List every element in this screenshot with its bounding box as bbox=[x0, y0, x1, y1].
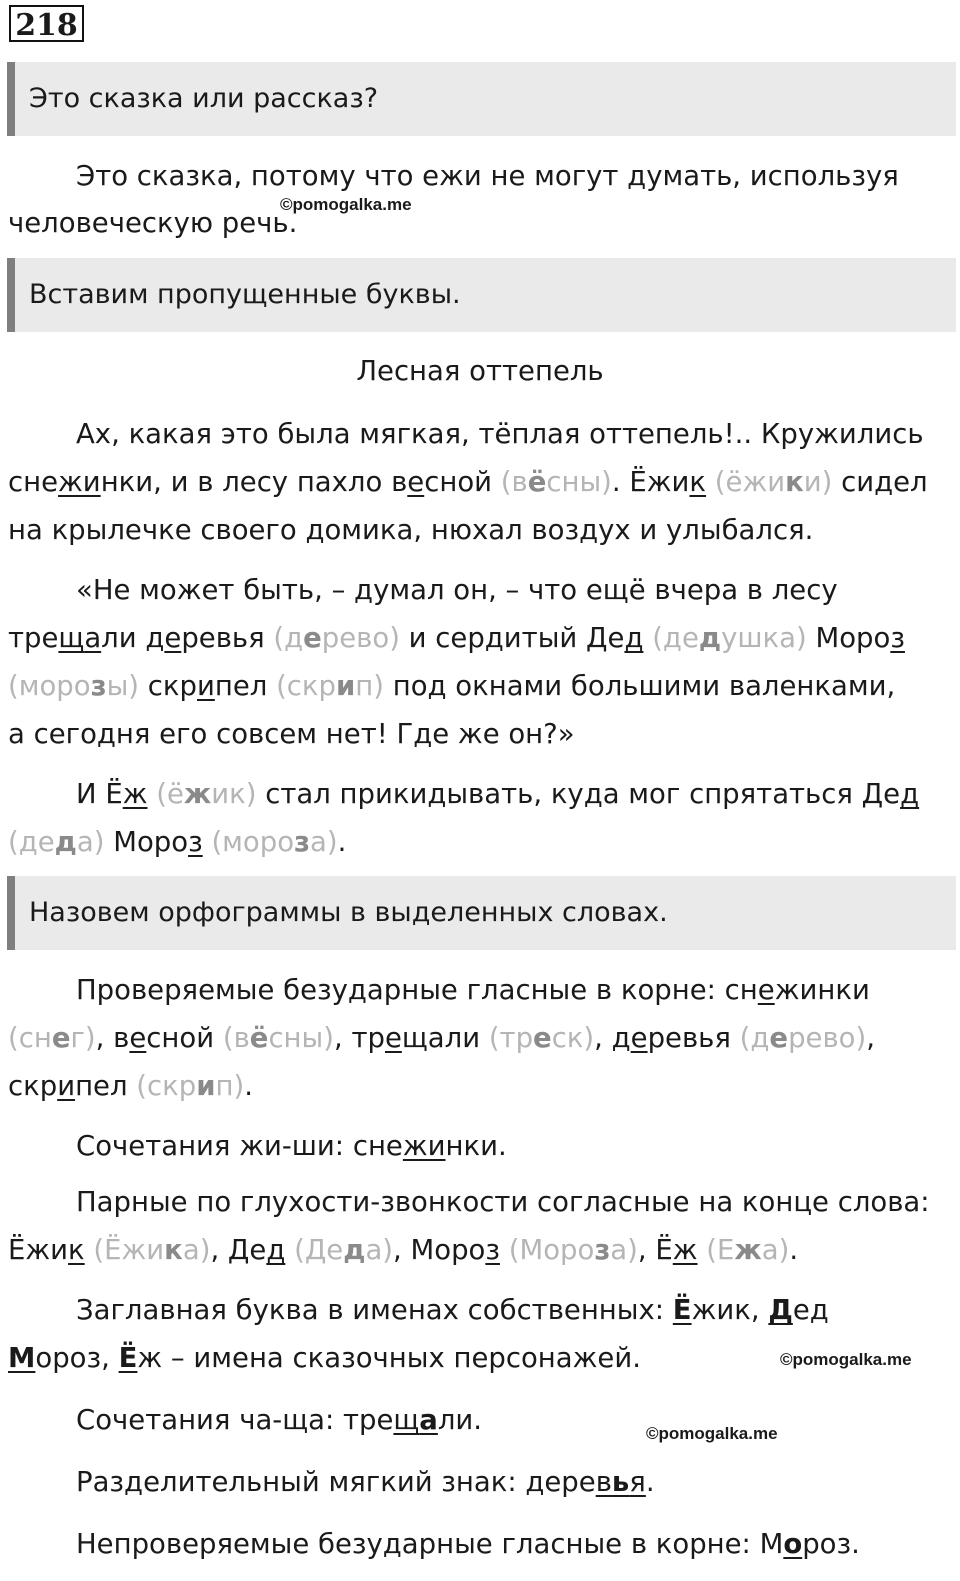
answer-line-1: Это сказка, потому что ежи не могут думать, используя bbox=[76, 160, 899, 192]
story-paragraph-3: И Ёж (ёжик) стал прикидывать, куда мог спрятаться Дед (деда) Мороз (мороза). bbox=[8, 778, 920, 858]
story-paragraph-2: «Не может быть, – думал он, – что ещё вчера в лесу трещали деревья (дерево) и сердитый Дед (дедушка) Мороз (морозы) скрипел (скрип) под окнами большими валенками, а сегодня его совсем нет! Где же он?» bbox=[8, 574, 905, 750]
orthogram-soft-sign: Разделительный мягкий знак: деревья. bbox=[76, 1466, 655, 1498]
orthogram-cha-scha: Сочетания ча-ща: трещали. bbox=[76, 1404, 483, 1436]
watermark: ©pomogalka.me bbox=[280, 195, 412, 214]
orthogram-zhi-shi: Сочетания жи-ши: снежинки. bbox=[76, 1130, 507, 1162]
task-number: 218 bbox=[9, 5, 84, 42]
section-heading-orthograms: Назовем орфограммы в выделенных словах. bbox=[7, 876, 956, 950]
story-paragraph-1: Ах, какая это была мягкая, тёплая оттепель!.. Кружились снежинки, и в лесу пахло весной (вёсны). Ёжик (ёжики) сидел на крылечке своего домика, нюхал воздух и улыбался. bbox=[8, 418, 928, 546]
answer-line-2: человеческую речь. bbox=[8, 207, 298, 239]
section-heading-insert-letters: Вставим пропущенные буквы. bbox=[7, 258, 956, 332]
orthogram-unverifiable: Непроверяемые безударные гласные в корне: Мороз. bbox=[76, 1528, 860, 1560]
watermark: ©pomogalka.me bbox=[646, 1424, 778, 1443]
orthogram-unstressed: Проверяемые безударные гласные в корне: снежинки (снег), весной (вёсны), трещали (треск), деревья (дерево), скрипел (скрип). bbox=[8, 974, 875, 1102]
watermark: ©pomogalka.me bbox=[780, 1350, 912, 1369]
story-title: Лесная оттепель bbox=[356, 355, 604, 387]
orthogram-capital-letter: Заглавная буква в именах собственных: Ёжик, Дед Мороз, Ёж – имена сказочных персонажей. bbox=[8, 1294, 829, 1374]
section-heading-question: Это сказка или рассказ? bbox=[7, 62, 956, 136]
orthogram-paired-consonants: Парные по глухости-звонкости согласные на конце слова: Ёжик (Ёжика), Дед (Деда), Мороз (Мороза), Ёж (Ежа). bbox=[8, 1186, 930, 1266]
